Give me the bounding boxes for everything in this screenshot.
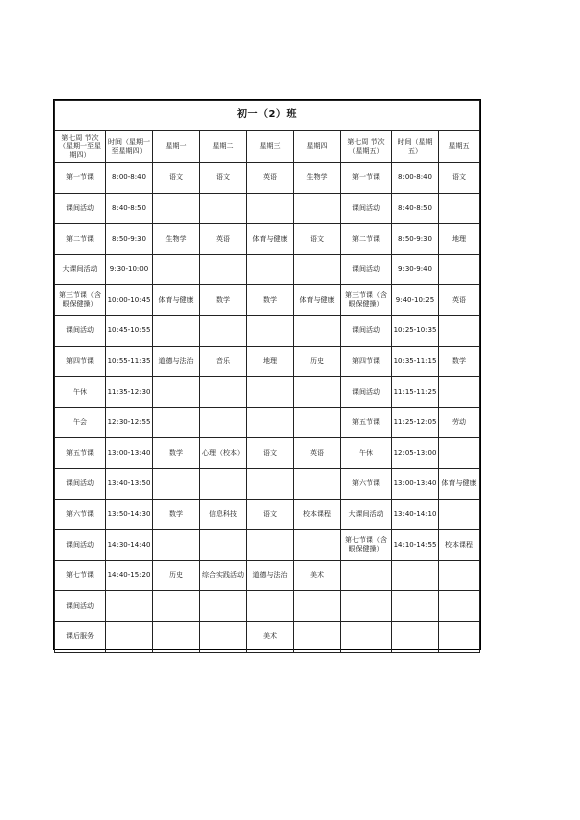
cell-time-mon-thu: 11:35-12:30	[106, 377, 153, 408]
cell-wednesday	[247, 407, 294, 438]
cell-monday	[153, 254, 200, 285]
table-row	[55, 285, 480, 316]
title-row	[55, 101, 480, 131]
cell-thursday	[294, 315, 341, 346]
cell-thursday	[294, 254, 341, 285]
cell-friday: 劳动	[439, 407, 480, 438]
cell-monday: 数学	[153, 499, 200, 530]
cell-friday: 体育与健康	[439, 468, 480, 499]
cell-period-fri	[341, 591, 392, 622]
cell-period-fri: 课间活动	[341, 193, 392, 224]
cell-friday	[439, 254, 480, 285]
cell-friday	[439, 377, 480, 408]
cell-period-fri: 第三节课（含眼保健操）	[341, 285, 392, 316]
cell-tuesday	[200, 530, 247, 561]
header-cell-monday: 星期一	[153, 131, 200, 163]
cell-wednesday	[247, 315, 294, 346]
cell-friday	[439, 560, 480, 591]
cell-friday: 校本课程	[439, 530, 480, 561]
cell-friday	[439, 438, 480, 469]
cell-wednesday: 语文	[247, 438, 294, 469]
cell-period-mon-thu: 课间活动	[55, 315, 106, 346]
cell-friday	[439, 621, 480, 652]
timetable	[54, 100, 480, 653]
cell-tuesday	[200, 377, 247, 408]
header-cell-period-mon-thu: 第七周 节次（星期一至星期四）	[55, 131, 106, 163]
cell-tuesday: 数学	[200, 285, 247, 316]
cell-time-mon-thu: 10:00-10:45	[106, 285, 153, 316]
cell-period-mon-thu: 课间活动	[55, 468, 106, 499]
cell-monday	[153, 591, 200, 622]
cell-period-fri: 课间活动	[341, 254, 392, 285]
cell-period-mon-thu: 第二节课	[55, 224, 106, 255]
table-row	[55, 377, 480, 408]
cell-monday: 体育与健康	[153, 285, 200, 316]
cell-wednesday	[247, 468, 294, 499]
table-row	[55, 468, 480, 499]
table-row	[55, 621, 480, 652]
cell-monday	[153, 193, 200, 224]
header-cell-period-fri: 第七周 节次（星期五）	[341, 131, 392, 163]
timetable-sheet	[53, 99, 481, 650]
cell-period-fri: 第六节课	[341, 468, 392, 499]
cell-period-mon-thu: 第一节课	[55, 163, 106, 194]
cell-period-mon-thu: 课间活动	[55, 591, 106, 622]
cell-wednesday: 道德与法治	[247, 560, 294, 591]
cell-time-mon-thu: 14:40-15:20	[106, 560, 153, 591]
cell-time-fri: 12:05-13:00	[392, 438, 439, 469]
cell-wednesday: 语文	[247, 499, 294, 530]
class-title: 初一（2）班	[55, 101, 480, 131]
cell-thursday: 体育与健康	[294, 285, 341, 316]
cell-wednesday: 数学	[247, 285, 294, 316]
cell-wednesday	[247, 530, 294, 561]
cell-monday	[153, 407, 200, 438]
cell-time-fri: 10:35-11:15	[392, 346, 439, 377]
cell-monday: 语文	[153, 163, 200, 194]
header-cell-wednesday: 星期三	[247, 131, 294, 163]
header-cell-thursday: 星期四	[294, 131, 341, 163]
cell-wednesday: 英语	[247, 163, 294, 194]
cell-tuesday: 语文	[200, 163, 247, 194]
cell-monday	[153, 377, 200, 408]
cell-period-fri: 第四节课	[341, 346, 392, 377]
cell-time-fri	[392, 560, 439, 591]
cell-monday	[153, 468, 200, 499]
table-row	[55, 193, 480, 224]
cell-thursday: 生物学	[294, 163, 341, 194]
cell-time-fri: 8:50-9:30	[392, 224, 439, 255]
cell-time-fri: 8:40-8:50	[392, 193, 439, 224]
cell-period-mon-thu: 第七节课	[55, 560, 106, 591]
header-cell-friday: 星期五	[439, 131, 480, 163]
cell-thursday: 美术	[294, 560, 341, 591]
cell-period-fri: 第七节课（含眼保健操）	[341, 530, 392, 561]
cell-period-mon-thu: 午休	[55, 377, 106, 408]
header-cell-tuesday: 星期二	[200, 131, 247, 163]
cell-time-mon-thu: 9:30-10:00	[106, 254, 153, 285]
cell-time-fri: 11:25-12:05	[392, 407, 439, 438]
cell-thursday: 语文	[294, 224, 341, 255]
cell-thursday	[294, 377, 341, 408]
cell-tuesday: 英语	[200, 224, 247, 255]
table-row	[55, 438, 480, 469]
cell-period-fri	[341, 560, 392, 591]
cell-time-fri	[392, 591, 439, 622]
cell-time-mon-thu: 10:45-10:55	[106, 315, 153, 346]
cell-period-fri: 第五节课	[341, 407, 392, 438]
cell-period-mon-thu: 第六节课	[55, 499, 106, 530]
cell-wednesday	[247, 193, 294, 224]
table-row	[55, 530, 480, 561]
cell-period-fri	[341, 621, 392, 652]
cell-time-mon-thu	[106, 591, 153, 622]
cell-time-fri: 8:00-8:40	[392, 163, 439, 194]
cell-thursday: 校本课程	[294, 499, 341, 530]
cell-time-fri: 9:40-10:25	[392, 285, 439, 316]
cell-tuesday: 综合实践活动	[200, 560, 247, 591]
cell-period-fri: 大课间活动	[341, 499, 392, 530]
cell-period-fri: 课间活动	[341, 315, 392, 346]
cell-period-mon-thu: 大课间活动	[55, 254, 106, 285]
table-row	[55, 560, 480, 591]
cell-time-mon-thu: 13:50-14:30	[106, 499, 153, 530]
table-row	[55, 163, 480, 194]
cell-time-fri: 11:15-11:25	[392, 377, 439, 408]
cell-monday: 生物学	[153, 224, 200, 255]
cell-time-mon-thu: 13:40-13:50	[106, 468, 153, 499]
cell-tuesday	[200, 591, 247, 622]
cell-period-mon-thu: 课间活动	[55, 530, 106, 561]
cell-tuesday	[200, 621, 247, 652]
cell-wednesday: 美术	[247, 621, 294, 652]
cell-period-mon-thu: 课后服务	[55, 621, 106, 652]
table-row	[55, 499, 480, 530]
cell-time-mon-thu: 13:00-13:40	[106, 438, 153, 469]
cell-wednesday	[247, 591, 294, 622]
table-row	[55, 407, 480, 438]
cell-period-fri: 课间活动	[341, 377, 392, 408]
cell-monday: 数学	[153, 438, 200, 469]
cell-time-mon-thu	[106, 621, 153, 652]
cell-friday	[439, 193, 480, 224]
cell-period-mon-thu: 课间活动	[55, 193, 106, 224]
cell-tuesday	[200, 254, 247, 285]
cell-time-fri	[392, 621, 439, 652]
cell-period-mon-thu: 第四节课	[55, 346, 106, 377]
table-row	[55, 315, 480, 346]
cell-wednesday: 体育与健康	[247, 224, 294, 255]
cell-friday	[439, 591, 480, 622]
cell-time-mon-thu: 8:40-8:50	[106, 193, 153, 224]
cell-time-fri: 13:00-13:40	[392, 468, 439, 499]
cell-thursday: 英语	[294, 438, 341, 469]
cell-monday	[153, 530, 200, 561]
cell-time-fri: 14:10-14:55	[392, 530, 439, 561]
cell-monday: 历史	[153, 560, 200, 591]
cell-thursday	[294, 407, 341, 438]
cell-tuesday: 音乐	[200, 346, 247, 377]
cell-friday	[439, 315, 480, 346]
cell-period-mon-thu: 第五节课	[55, 438, 106, 469]
cell-thursday	[294, 621, 341, 652]
cell-friday: 英语	[439, 285, 480, 316]
cell-tuesday	[200, 315, 247, 346]
cell-time-mon-thu: 12:30-12:55	[106, 407, 153, 438]
cell-time-mon-thu: 10:55-11:35	[106, 346, 153, 377]
cell-monday: 道德与法治	[153, 346, 200, 377]
cell-wednesday: 地理	[247, 346, 294, 377]
cell-monday	[153, 621, 200, 652]
cell-period-fri: 第一节课	[341, 163, 392, 194]
cell-time-mon-thu: 14:30-14:40	[106, 530, 153, 561]
cell-thursday	[294, 591, 341, 622]
header-cell-time-fri: 时间（星期五）	[392, 131, 439, 163]
header-cell-time-mon-thu: 时间（星期一至星期四）	[106, 131, 153, 163]
cell-tuesday	[200, 468, 247, 499]
cell-period-fri: 第二节课	[341, 224, 392, 255]
header-row	[55, 131, 480, 163]
cell-tuesday	[200, 407, 247, 438]
cell-thursday: 历史	[294, 346, 341, 377]
cell-time-fri: 10:25-10:35	[392, 315, 439, 346]
table-row	[55, 591, 480, 622]
cell-tuesday: 心理（校本）	[200, 438, 247, 469]
cell-tuesday	[200, 193, 247, 224]
table-row	[55, 224, 480, 255]
cell-time-fri: 13:40-14:10	[392, 499, 439, 530]
cell-monday	[153, 315, 200, 346]
cell-time-fri: 9:30-9:40	[392, 254, 439, 285]
table-row	[55, 254, 480, 285]
cell-thursday	[294, 530, 341, 561]
cell-period-mon-thu: 午会	[55, 407, 106, 438]
cell-friday	[439, 499, 480, 530]
cell-friday: 地理	[439, 224, 480, 255]
cell-period-fri: 午休	[341, 438, 392, 469]
cell-time-mon-thu: 8:00-8:40	[106, 163, 153, 194]
cell-period-mon-thu: 第三节课（含眼保健操）	[55, 285, 106, 316]
cell-thursday	[294, 468, 341, 499]
table-row	[55, 346, 480, 377]
cell-wednesday	[247, 377, 294, 408]
cell-friday: 语文	[439, 163, 480, 194]
cell-wednesday	[247, 254, 294, 285]
cell-time-mon-thu: 8:50-9:30	[106, 224, 153, 255]
cell-friday: 数学	[439, 346, 480, 377]
cell-tuesday: 信息科技	[200, 499, 247, 530]
cell-thursday	[294, 193, 341, 224]
